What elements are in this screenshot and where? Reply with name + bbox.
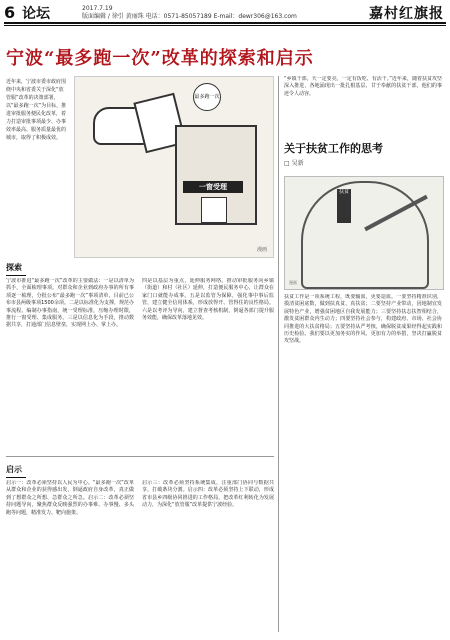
sidebar-illustration — [284, 176, 444, 290]
illustration-caption: 漫画 — [256, 247, 267, 253]
article-title: 宁波“最多跑一次”改革的探索和启示 — [6, 48, 314, 69]
masthead — [0, 0, 450, 36]
window-sign: 一窗受理 — [183, 181, 243, 193]
explore-column-2: 四是以基层为重点，延伸服务网络。推动审批服务向乡镇（街道）和村（社区）延伸，打造便民服务中心，让群众在家门口就能办成事。五是以监管为保障，强化事中事后监管，建立健全信用体系，形成放得开、管得住的良性格局。六是以考评为导向，建立督查考核机制，倒逼各部门提升服务效能，确保改革落地见效。 — [142, 278, 274, 322]
newspaper-name: 嘉村红旗报 — [369, 6, 444, 22]
reform-badge: 最多跑一次 — [193, 83, 221, 111]
sidebar-intro: “乡镇干部，天一定要亮，一定有饭吃、有活干。”近年来，随着扶贫攻坚深入推进，各地涌现出一批扎根基层、甘于奉献的扶贫干部，他们的事迹令人动容。 — [284, 76, 442, 97]
reform-illustration — [74, 76, 274, 258]
inspiration-column-2: 启示三：改革必须坚持系统集成，注重部门协同与数据共享，打破条块分割。启示四：改革必须坚持上下联动，形成省市县乡四级协同推进的工作格局，把改革红利转化为发展动力，为深化“放管服”改革提供宁波经验。 — [142, 480, 274, 509]
door-drawing — [201, 197, 227, 223]
issue-date: 2017.7.19 — [82, 5, 113, 12]
sidebar-author: □ 吴新 — [284, 160, 304, 167]
masthead-rule — [4, 22, 446, 24]
section-label-explore: 探索 — [6, 263, 22, 272]
arch-drawing — [301, 181, 429, 289]
masthead-rule-thin — [4, 25, 446, 26]
sidebar-illustration-caption: 漫画 — [289, 280, 297, 285]
column-divider — [278, 76, 279, 632]
page-number: 6 — [4, 3, 16, 22]
sidebar-title: 关于扶贫工作的思考 — [284, 142, 383, 155]
masthead-meta — [82, 5, 297, 21]
section-name: 论坛 — [22, 6, 50, 22]
article-lead: 近年来，宁波市委市政府围绕中央和省委关于深化“放管服”改革的决策部署，以“最多跑一次”为目标，推进审批服务便民化改革，着力打造审批事项最少、办事效率最高、服务质量最优的城市，取得了积极成效。 — [6, 79, 67, 141]
section-label-inspiration: 启示 — [6, 465, 22, 474]
sidebar-body: 扶贫工作是一项系统工程，既要输血，更要造血。一要坚持精准识别，摸清贫困底数，做到扶真贫、真扶贫；二要坚持产业带动，因地制宜发展特色产业，增强贫困地区自我发展能力；三要坚持扶志扶智相结合，激发贫困群众内生动力；四要坚持社会参与，构建政府、市场、社会协同推进的大扶贫格局；五要坚持从严考核，确保脱贫成果经得起实践和历史检验。我们要以更加务实的作风、更加有力的举措，坚决打赢脱贫攻坚战。 — [284, 294, 442, 345]
section-divider — [6, 456, 274, 457]
editor-line: 版面编辑 / 徐引 黄丽珠 电话：0571-85057189 E-mail：dewr306@163.com — [82, 13, 297, 20]
inspiration-column-1: 启示一：改革必须坚持以人民为中心。“最多跑一次”改革从群众和企业的获得感出发，倒逼政府自身改革，真正做到了想群众之所想、急群众之所急。启示二：改革必须坚持问题导向，聚焦群众反映强烈的办事难、办事慢、多头跑等问题，精准发力、靶向施策。 — [6, 480, 134, 516]
explore-column-1: 宁波市推进“最多跑一次”改革的主要做法：一是以清单为抓手，全面梳理事项。对群众和企业到政府办事的所有事项逐一梳理，分批公布“最多跑一次”事项清单，目前已公布市县两级事项1500余项。二是以标准化为支撑，规范办事流程。编制办事指南，统一受理标准，压缩办理时限，推行一窗受理、集成服务。三是以信息化为手段，推动数据共享，打通部门信息壁垒，实现网上办、掌上办。 — [6, 278, 134, 329]
seal-drawing: 扶贫 — [337, 189, 351, 223]
